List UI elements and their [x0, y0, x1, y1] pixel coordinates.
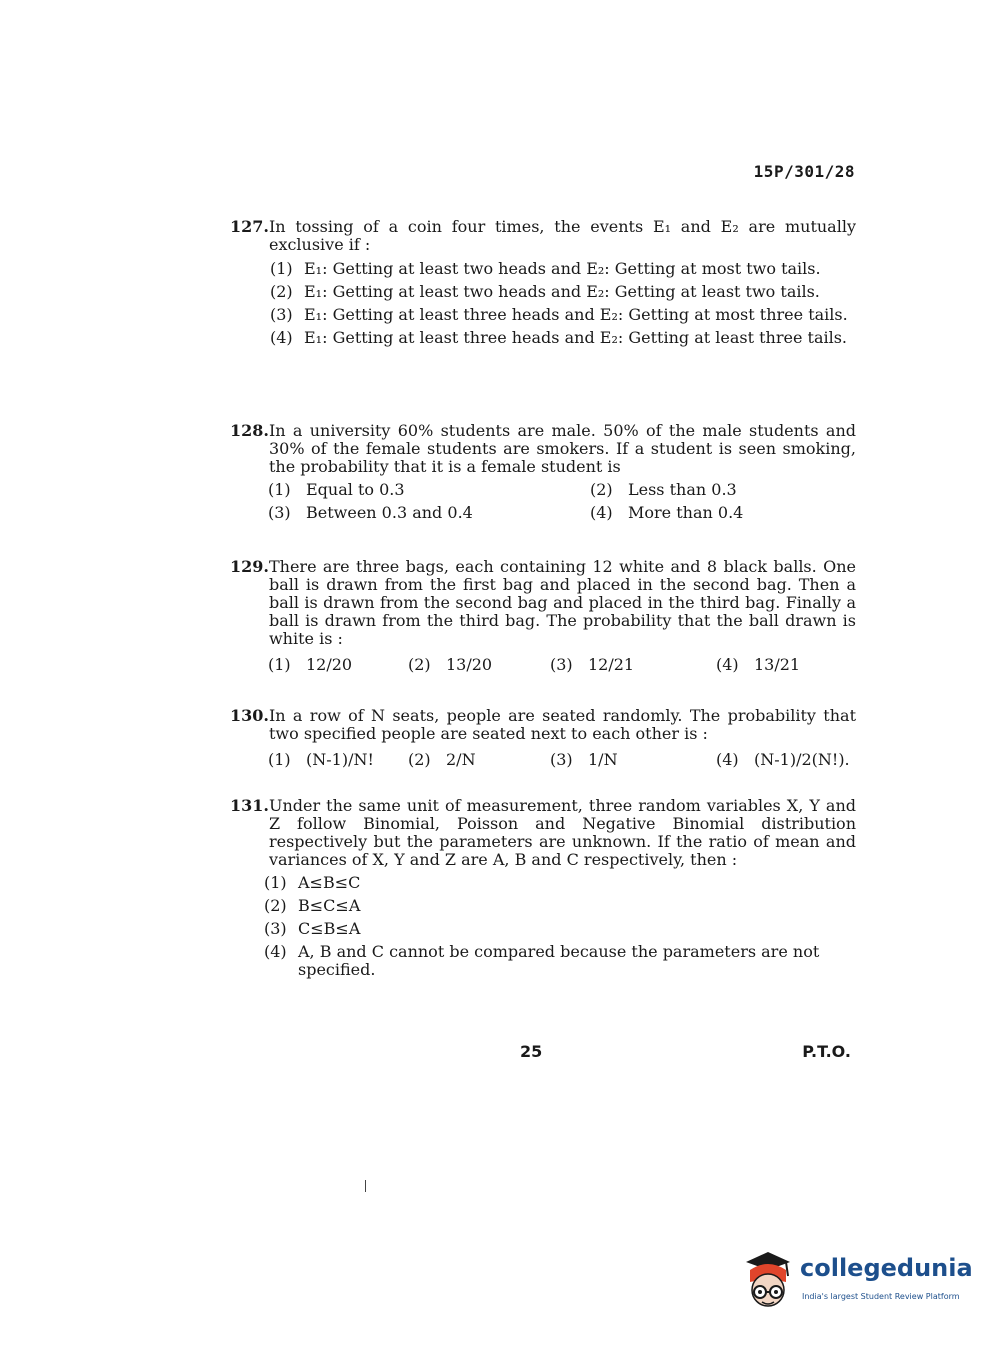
option: [264, 897, 856, 915]
option-index: (4): [590, 503, 613, 522]
question-number: 129.: [230, 557, 269, 576]
mascot-icon: [740, 1248, 798, 1318]
option: [408, 656, 550, 674]
option: [590, 504, 890, 522]
option-index: (4): [270, 328, 293, 347]
option-index: (3): [270, 305, 293, 324]
option-index: (3): [550, 655, 573, 674]
option: [264, 874, 856, 892]
option: [270, 306, 856, 324]
option: [550, 751, 716, 769]
option: [264, 920, 856, 938]
option-index: (2): [264, 896, 287, 915]
question-text: Under the same unit of measurement, three random variables X, Y and Z follow Binomial, Poisson and Negative Binomial distribution respectively but the parameters are unknown. If the ratio of mean and variances of X, Y and Z are A, B and C respectively, then :: [268, 796, 856, 869]
option-text: A, B and C cannot be compared because the parameters are not specified.: [298, 942, 820, 979]
option-index: (2): [590, 480, 613, 499]
option-text: 2/N: [446, 750, 476, 769]
option: [270, 329, 856, 347]
option-text: E₁: Getting at least two heads and E₂: Getting at most two tails.: [304, 259, 821, 278]
option-text: 12/20: [306, 655, 353, 674]
option-text: A≤B≤C: [298, 873, 361, 892]
option-index: (1): [268, 480, 291, 499]
option: [550, 656, 716, 674]
question-130: [230, 707, 856, 769]
option-index: (3): [268, 503, 291, 522]
option-text: More than 0.4: [628, 503, 744, 522]
option: [716, 751, 856, 769]
option-index: (1): [268, 750, 291, 769]
option-index: (4): [716, 655, 739, 674]
option-index: (4): [264, 942, 287, 961]
paper-code: 15P/301/28: [753, 162, 855, 181]
option-text: 12/21: [588, 655, 635, 674]
collegedunia-logo: [740, 1248, 973, 1318]
option-index: (4): [716, 750, 739, 769]
option-index: (2): [270, 282, 293, 301]
option-index: (1): [270, 259, 293, 278]
option-index: (3): [550, 750, 573, 769]
option: [268, 504, 590, 522]
option-text: E₁: Getting at least two heads and E₂: Getting at least two tails.: [304, 282, 820, 301]
option: [268, 481, 590, 499]
option-text: Less than 0.3: [628, 480, 737, 499]
page-number: 25: [520, 1042, 543, 1061]
option: [270, 260, 856, 278]
option: [268, 751, 408, 769]
option-text: Between 0.3 and 0.4: [306, 503, 473, 522]
stray-mark: [365, 1180, 366, 1192]
option-text: 13/21: [754, 655, 801, 674]
option-text: (N-1)/N!: [306, 750, 374, 769]
pto-label: P.T.O.: [802, 1042, 851, 1061]
option-index: (2): [408, 655, 431, 674]
question-text: In a university 60% students are male. 50% of the male students and 30% of the female students are smokers. If a student is seen smoking, the probability that it is a female student is: [268, 421, 856, 476]
option: [268, 656, 408, 674]
option-index: (1): [268, 655, 291, 674]
option-text: Equal to 0.3: [306, 480, 405, 499]
question-text: In tossing of a coin four times, the events E₁ and E₂ are mutually exclusive if :: [268, 217, 856, 254]
option-text: E₁: Getting at least three heads and E₂: Getting at most three tails.: [304, 305, 848, 324]
question-number: 128.: [230, 421, 269, 440]
question-text: There are three bags, each containing 12 white and 8 black balls. One ball is drawn from the first bag and placed in the second bag. Then a ball is drawn from the second bag and placed in the third bag. Finally a ball is drawn from the third bag. The probability that the ball drawn is white is :: [268, 557, 856, 648]
option: [264, 943, 856, 979]
option-index: (3): [264, 919, 287, 938]
question-128: [230, 422, 856, 522]
logo-name: collegedunia: [800, 1254, 973, 1282]
option: [270, 283, 856, 301]
option-text: 13/20: [446, 655, 493, 674]
option-text: C≤B≤A: [298, 919, 361, 938]
question-127: [230, 218, 856, 347]
question-number: 131.: [230, 796, 269, 815]
option-text: 1/N: [588, 750, 618, 769]
option-text: E₁: Getting at least three heads and E₂: Getting at least three tails.: [304, 328, 848, 347]
option-index: (1): [264, 873, 287, 892]
question-text: In a row of N seats, people are seated randomly. The probability that two specified people are seated next to each other is :: [268, 706, 856, 743]
option: [590, 481, 890, 499]
question-number: 127.: [230, 217, 269, 236]
option-index: (2): [408, 750, 431, 769]
logo-tagline: India's largest Student Review Platform: [802, 1292, 960, 1301]
option: [716, 656, 856, 674]
option-text: B≤C≤A: [298, 896, 361, 915]
question-number: 130.: [230, 706, 269, 725]
question-131: [230, 797, 856, 979]
option-text: (N-1)/2(N!).: [754, 750, 850, 769]
question-129: [230, 558, 856, 674]
option: [408, 751, 550, 769]
